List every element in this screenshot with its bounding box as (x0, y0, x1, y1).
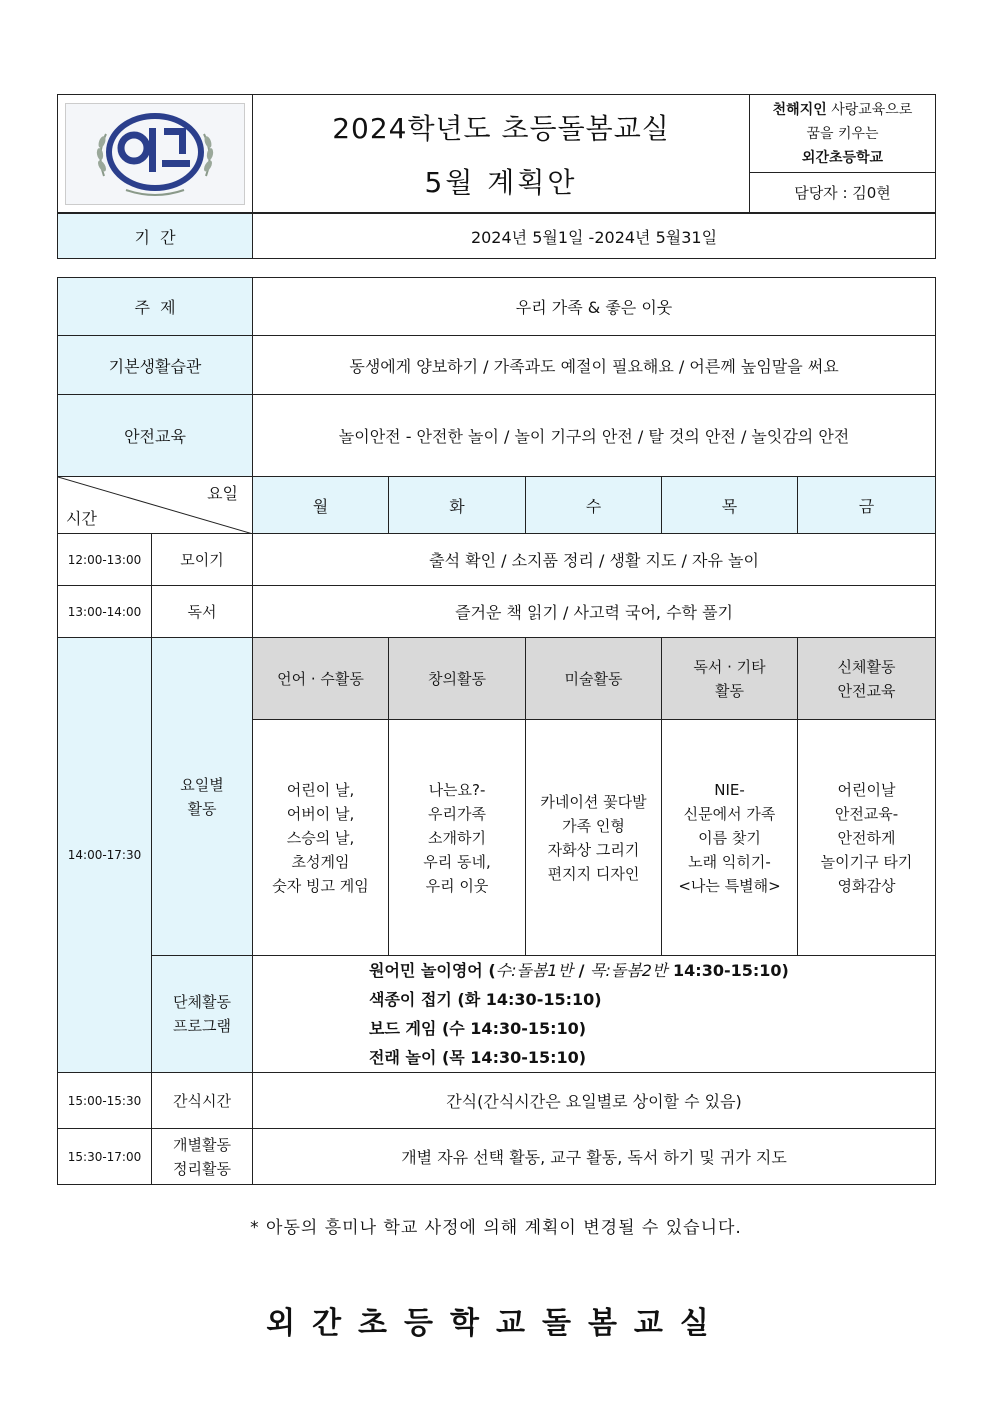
row-name: 모이기 (152, 534, 253, 586)
period-value: 2024년 5월1일 -2024년 5월31일 (253, 214, 936, 259)
habit-value: 동생에게 양보하기 / 가족과도 예절이 필요해요 / 어른께 높임말을 써요 (253, 336, 936, 395)
manager-cell: 담당자 : 김0현 (750, 173, 936, 213)
list-item: 전래 놀이 (목 14:30-15:10) (369, 1048, 587, 1067)
change-notice: * 아동의 흥미나 학교 사정에 의해 계획이 변경될 수 있습니다. (250, 1218, 742, 1238)
table-row (58, 534, 936, 586)
list-item: 보드 게임 (수 14:30-15:10) (369, 1019, 587, 1038)
logo-cell (58, 95, 253, 213)
group-program-list (253, 956, 936, 1073)
individual-name: 개별활동 정리활동 (152, 1129, 253, 1185)
footer-title: 외간초등학교돌봄교실 (266, 1306, 726, 1341)
day-time-corner (58, 477, 253, 534)
table-row (58, 586, 936, 638)
individual-content: 개별 자유 선택 활동, 교구 활동, 독서 하기 및 귀가 지도 (253, 1129, 936, 1185)
school-emblem-icon (66, 104, 244, 204)
row-content: 출석 확인 / 소지품 정리 / 생활 지도 / 자유 놀이 (253, 534, 936, 586)
category-cell: 미술활동 (526, 638, 662, 720)
slogan-text: 사랑교육으로 (826, 101, 913, 118)
row-content: 즐거운 책 읽기 / 사고력 국어, 수학 풀기 (253, 586, 936, 638)
period-table (57, 213, 936, 259)
slogan-line2: 꿈을 키우는 (806, 125, 879, 142)
page-subtitle: 5월 계획안 (424, 165, 578, 199)
header-table (57, 94, 936, 213)
category-cell: 창의활동 (389, 638, 526, 720)
day-tue: 화 (389, 477, 526, 534)
snack-content: 간식(간식시간은 요일별로 상이할 수 있음) (253, 1073, 936, 1129)
snack-name: 간식시간 (152, 1073, 253, 1129)
school-name: 외간초등학교 (801, 149, 884, 166)
theme-value: 우리 가족 & 좋은 이웃 (253, 278, 936, 336)
row-name: 독서 (152, 586, 253, 638)
activity-cell-mon: 어린이 날, 어버이 날, 스승의 날, 초성게임 숫자 빙고 게임 (253, 720, 389, 956)
habit-label: 기본생활습관 (58, 336, 253, 395)
row-time: 13:00-14:00 (58, 586, 152, 638)
activity-cell-wed: 카네이션 꽃다발 가족 인형 자화상 그리기 편지지 디자인 (526, 720, 662, 956)
safety-label: 안전교육 (58, 395, 253, 477)
school-logo (65, 103, 245, 205)
group-program-label: 단체활동 프로그램 (152, 956, 253, 1073)
corner-time-label: 시간 (66, 509, 97, 528)
slogan-cell (750, 95, 936, 173)
activity-cell-fri: 어린이날 안전교육- 안전하게 놀이기구 타기 영화감상 (798, 720, 936, 956)
category-cell: 신체활동 안전교육 (798, 638, 936, 720)
safety-value: 놀이안전 - 안전한 놀이 / 놀이 기구의 안전 / 탈 것의 안전 / 놀잇감의 안전 (253, 395, 936, 477)
snack-time: 15:00-15:30 (58, 1073, 152, 1129)
day-fri: 금 (798, 477, 936, 534)
activity-cell-thu: NIE- 신문에서 가족 이름 찾기 노래 익히기- <나는 특별해> (662, 720, 798, 956)
day-wed: 수 (526, 477, 662, 534)
period-label: 기 간 (58, 214, 253, 259)
title-cell (253, 95, 750, 213)
individual-time: 15:30-17:00 (58, 1129, 152, 1185)
category-cell: 독서 · 기타 활동 (662, 638, 798, 720)
row-time: 12:00-13:00 (58, 534, 152, 586)
list-item: 원어민 놀이영어 (수:돌봄1반 / 목:돌봄2반 14:30-15:10) (369, 961, 789, 980)
category-cell: 언어 · 수활동 (253, 638, 389, 720)
schedule-table (57, 277, 936, 1185)
theme-label: 주 제 (58, 278, 253, 336)
slogan-motto: 천해지인 (772, 101, 827, 118)
corner-day-label: 요일 (207, 484, 238, 503)
activity-cell-tue: 나는요?- 우리가족 소개하기 우리 동네, 우리 이웃 (389, 720, 526, 956)
list-item: 색종이 접기 (화 14:30-15:10) (369, 990, 602, 1009)
afternoon-time: 14:00-17:30 (58, 638, 152, 1073)
page-title: 2024학년도 초등돌봄교실 (332, 111, 670, 145)
daily-activity-label: 요일별 활동 (152, 638, 253, 956)
day-mon: 월 (253, 477, 389, 534)
day-thu: 목 (662, 477, 798, 534)
